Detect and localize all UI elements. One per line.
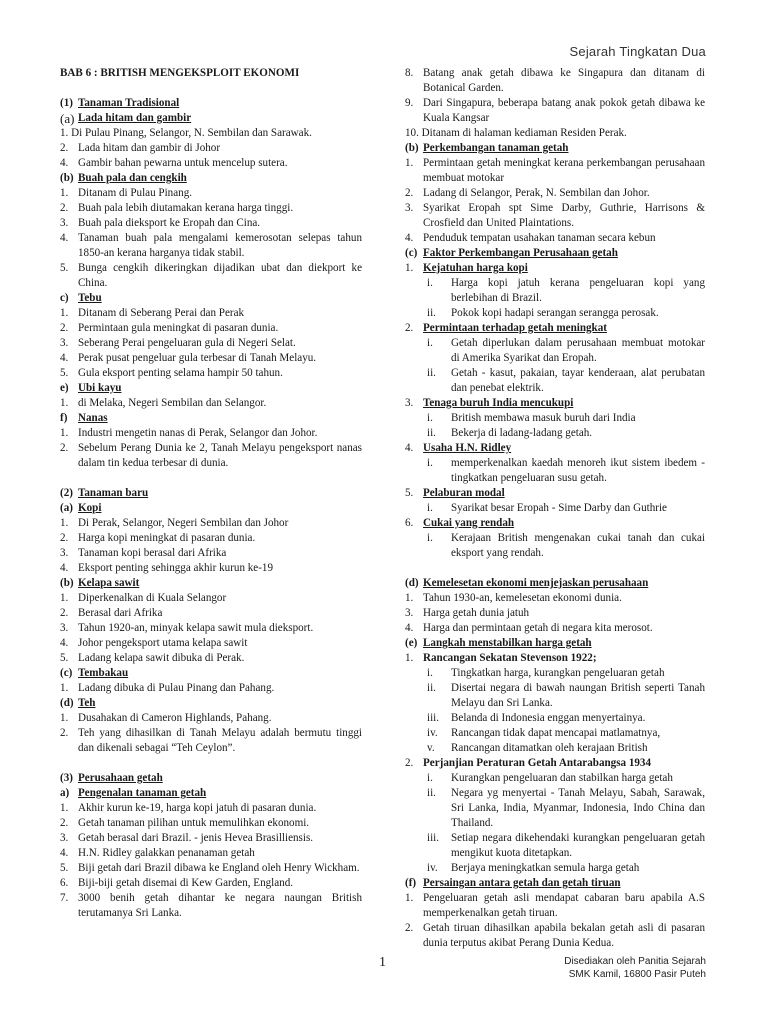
list-marker: 8. (405, 67, 414, 79)
line-text: Harga kopi jatuh kerana pengeluaran kopi yang berlebihan di Brazil. (451, 277, 705, 304)
text-line (405, 486, 705, 501)
line-text: Perjanjian Peraturan Getah Antarabangsa 1934 (423, 757, 652, 769)
line-text: Penduduk tempatan usahakan tanaman secara kebun (423, 232, 656, 244)
list-marker: 1. (60, 802, 69, 814)
text-line (60, 546, 362, 561)
text-line (60, 666, 362, 681)
text-line (60, 876, 362, 891)
list-marker: (b) (60, 172, 74, 184)
line-text: Gula eksport penting selama hampir 50 tahun. (78, 367, 283, 379)
list-marker: iii. (427, 832, 440, 844)
list-marker: (b) (405, 142, 419, 154)
list-marker: 2. (60, 607, 69, 619)
list-marker: 5. (60, 652, 69, 664)
text-line (60, 801, 362, 816)
line-text: Perkembangan tanaman getah (423, 142, 569, 154)
line-text: Diperkenalkan di Kuala Selangor (78, 592, 227, 604)
list-marker: 6. (60, 877, 69, 889)
line-text: Harga dan permintaan getah di negara kita merosot. (423, 622, 653, 634)
text-line (60, 696, 362, 711)
list-marker: 5. (60, 862, 69, 874)
line-text: Harga getah dunia jatuh (423, 607, 530, 619)
line-text: 3000 benih getah dihantar ke negara naungan British terutamanya Sri Lanka. (78, 892, 362, 919)
text-line (60, 426, 362, 441)
line-text: H.N. Ridley galakkan penanaman getah (78, 847, 255, 859)
list-marker: (a) (60, 502, 73, 514)
list-marker: 4. (60, 232, 69, 244)
line-text: Syarikat Eropah spt Sime Darby, Guthrie, Harrisons & Crosfield dan United Plaintations. (423, 202, 705, 229)
line-text: Ladang kelapa sawit dibuka di Perak. (78, 652, 245, 664)
list-marker: 7. (60, 892, 69, 904)
line-text: Setiap negara dikehendaki kurangkan pengeluaran getah mengikut kuota ditetapkan. (451, 832, 705, 859)
line-text: Lada hitam dan gambir di Johor (78, 142, 221, 154)
line-text: Rancangan tidak dapat mencapai matlamatnya, (451, 727, 661, 739)
list-marker: 1. (405, 262, 414, 274)
line-text: Biji-biji getah disemai di Kew Garden, England. (78, 877, 294, 889)
line-text: Usaha H.N. Ridley (423, 442, 512, 454)
line-text: Langkah menstabilkan harga getah (423, 637, 592, 649)
line-text: Syarikat besar Eropah - Sime Darby dan Guthrie (451, 502, 667, 514)
line-text: Tembakau (78, 667, 129, 679)
line-text: Biji getah dari Brazil dibawa ke England oleh Henry Wickham. (78, 862, 360, 874)
list-marker: (a) (60, 111, 75, 126)
line-text: Tahun 1930-an, kemelesetan ekonomi dunia. (423, 592, 622, 604)
text-line (405, 141, 705, 156)
text-line (60, 306, 362, 321)
list-marker: iv. (427, 862, 438, 874)
text-line (405, 621, 705, 636)
line-text: Tingkatkan harga, kurangkan pengeluaran getah (451, 667, 665, 679)
list-marker: 1. (60, 307, 69, 319)
text-line (60, 111, 362, 126)
text-line (60, 636, 362, 651)
text-line (60, 411, 362, 426)
list-marker: i. (427, 457, 433, 469)
list-marker: i. (427, 277, 433, 289)
list-marker: f) (60, 412, 68, 424)
text-line (405, 681, 705, 711)
line-text: Johor pengeksport utama kelapa sawit (78, 637, 248, 649)
line-text: Getah diperlukan dalam perusahaan membuat motokar di Amerika Syarikat dan Eropah. (451, 337, 705, 364)
text-line (405, 201, 705, 231)
text-line (60, 576, 362, 591)
text-line (60, 141, 362, 156)
line-text: Permintaan terhadap getah meningkat (423, 322, 607, 334)
line-text: British membawa masuk buruh dari India (451, 412, 636, 424)
line-text: Getah berasal dari Brazil. - jenis Hevea Brasilliensis. (78, 832, 314, 844)
list-marker: 1. (60, 712, 69, 724)
text-line (60, 621, 362, 636)
line-text: Seberang Perai pengeluaran gula di Negeri Selat. (78, 337, 296, 349)
line-text: Tebu (78, 292, 102, 304)
page-number: 1 (379, 955, 386, 970)
list-marker: 4. (60, 562, 69, 574)
line-text: Nanas (78, 412, 108, 424)
list-marker: (d) (405, 577, 419, 589)
text-line (60, 126, 362, 141)
list-marker: e) (60, 382, 69, 394)
list-marker: 4. (60, 352, 69, 364)
text-line (405, 651, 705, 666)
line-text: memperkenalkan kaedah menoreh ikut sistem ibedem - tingkatkan pengeluaran susu getah. (451, 457, 705, 484)
list-marker: 3. (60, 337, 69, 349)
list-marker: 2. (60, 532, 69, 544)
line-text: Kopi (78, 502, 102, 514)
list-marker: ii. (427, 427, 436, 439)
list-marker: 3. (405, 397, 414, 409)
line-text: Kurangkan pengeluaran dan stabilkan harga getah (451, 772, 673, 784)
line-text: Cukai yang rendah (423, 517, 515, 529)
text-line (405, 396, 705, 411)
line-text: Kelapa sawit (78, 577, 140, 589)
text-line (60, 366, 362, 381)
list-marker: 5. (405, 487, 414, 499)
line-text: Getah tanaman pilihan untuk memulihkan ekonomi. (78, 817, 310, 829)
text-line (60, 726, 362, 756)
list-marker: 2. (60, 142, 69, 154)
text-line (405, 666, 705, 681)
list-marker: i. (427, 772, 433, 784)
list-marker: 1. (60, 517, 69, 529)
line-text: Belanda di Indonesia enggan menyertainya. (451, 712, 646, 724)
text-line (60, 606, 362, 621)
text-line (405, 366, 705, 396)
line-text: Kemelesetan ekonomi menjejaskan perusahaan (423, 577, 649, 589)
text-line (60, 156, 362, 171)
text-line (60, 561, 362, 576)
list-marker: 1. (60, 187, 69, 199)
text-line (60, 711, 362, 726)
left-column (60, 66, 362, 921)
list-marker: 2. (405, 187, 414, 199)
list-marker: 2. (405, 322, 414, 334)
text-line (405, 921, 705, 951)
footer-line-1: Disediakan oleh Panitia Sejarah (564, 956, 706, 967)
list-marker: 2. (60, 817, 69, 829)
text-line (405, 321, 705, 336)
line-text: Pengeluaran getah asli mendapat cabaran baru apabila A.S memperkenalkan getah tiruan. (423, 892, 705, 919)
line-text: Teh (78, 697, 96, 709)
line-text: BAB 6 : BRITISH MENGEKSPLOIT EKONOMI (60, 67, 300, 79)
list-marker: i. (427, 667, 433, 679)
line-text: Di Perak, Selangor, Negeri Sembilan dan Johor (78, 517, 289, 529)
text-line (405, 741, 705, 756)
list-marker: 1. (405, 892, 414, 904)
line-text: Sebelum Perang Dunia ke 2, Tanah Melayu pengeksport nanas dalam tin kedua terbesar di dunia. (78, 442, 362, 469)
list-marker: 4. (405, 622, 414, 634)
line-text: 10. Ditanam di halaman kediaman Residen Perak. (405, 127, 627, 139)
list-marker: ii. (427, 682, 436, 694)
text-line (405, 771, 705, 786)
blank-line (60, 471, 362, 486)
list-marker: (b) (60, 577, 74, 589)
list-marker: 5. (60, 367, 69, 379)
text-line (60, 336, 362, 351)
blank-line (405, 561, 705, 576)
line-text: Dusahakan di Cameron Highlands, Pahang. (78, 712, 272, 724)
text-line (60, 861, 362, 876)
list-marker: 1. (60, 427, 69, 439)
list-marker: (f) (405, 877, 417, 889)
list-marker: i. (427, 412, 433, 424)
text-line (60, 816, 362, 831)
list-marker: ii. (427, 307, 436, 319)
list-marker: 3. (405, 202, 414, 214)
right-column (405, 66, 705, 951)
text-line (405, 606, 705, 621)
list-marker: 9. (405, 97, 414, 109)
list-marker: ii. (427, 787, 436, 799)
line-text: Pokok kopi hadapi serangan serangga perosak. (451, 307, 659, 319)
text-line (60, 186, 362, 201)
line-text: Persaingan antara getah dan getah tiruan (423, 877, 621, 889)
text-line (405, 831, 705, 861)
list-marker: 2. (60, 322, 69, 334)
text-line (405, 726, 705, 741)
list-marker: i. (427, 532, 433, 544)
text-line (60, 681, 362, 696)
line-text: Kerajaan British mengenakan cukai tanah dan cukai eksport yang rendah. (451, 532, 705, 559)
page-footer (564, 955, 706, 981)
list-marker: 3. (60, 832, 69, 844)
blank-line (60, 81, 362, 96)
list-marker: 4. (405, 442, 414, 454)
line-text: Batang anak getah dibawa ke Singapura dan ditanam di Botanical Garden. (423, 67, 705, 94)
line-text: Disertai negara di bawah naungan British seperti Tanah Melayu dan Sri Lanka. (451, 682, 705, 709)
line-text: Tahun 1920-an, minyak kelapa sawit mula dieksport. (78, 622, 314, 634)
line-text: Permintaan gula meningkat di pasaran dunia. (78, 322, 279, 334)
text-line (405, 636, 705, 651)
text-line (405, 426, 705, 441)
text-line (405, 591, 705, 606)
line-text: Buah pala lebih diutamakan kerana harga tinggi. (78, 202, 294, 214)
line-text: Teh yang dihasilkan di Tanah Melayu adalah bermutu tinggi dan dikenali sebagai “Teh Ceylon”. (78, 727, 362, 754)
text-line (405, 246, 705, 261)
line-text: Negara yg menyertai - Tanah Melayu, Sabah, Sarawak, Sri Lanka, India, Myanmar, Indonesia, Indo China dan Thailand. (451, 787, 705, 829)
list-marker: 1. (60, 397, 69, 409)
list-marker: a) (60, 787, 70, 799)
line-text: Industri mengetin nanas di Perak, Selangor dan Johor. (78, 427, 318, 439)
line-text: Tanaman baru (78, 487, 149, 499)
line-text: Akhir kurun ke-19, harga kopi jatuh di pasaran dunia. (78, 802, 317, 814)
list-marker: 2. (60, 202, 69, 214)
text-line (405, 231, 705, 246)
line-text: 1. Di Pulau Pinang, Selangor, N. Sembilan dan Sarawak. (60, 127, 312, 139)
text-line (405, 576, 705, 591)
line-text: Lada hitam dan gambir (78, 112, 192, 124)
text-line (60, 516, 362, 531)
text-line (405, 786, 705, 831)
line-text: Bekerja di ladang-ladang getah. (451, 427, 593, 439)
text-line (60, 66, 362, 81)
list-marker: 2. (60, 727, 69, 739)
text-line (405, 441, 705, 456)
line-text: Tanaman buah pala mengalami kemerosotan selepas tahun 1850-an kerana harganya tidak stabil. (78, 232, 362, 259)
text-line (405, 891, 705, 921)
text-line (60, 396, 362, 411)
text-line (60, 786, 362, 801)
text-line (405, 861, 705, 876)
line-text: Pelaburan modal (423, 487, 505, 499)
text-line (60, 231, 362, 261)
line-text: Gambir bahan pewarna untuk mencelup sutera. (78, 157, 288, 169)
line-text: Ladang dibuka di Pulau Pinang dan Pahang. (78, 682, 275, 694)
page-header: Sejarah Tingkatan Dua (569, 44, 706, 59)
list-marker: 1. (60, 682, 69, 694)
list-marker: c) (60, 292, 69, 304)
line-text: Tanaman Tradisional (78, 97, 180, 109)
line-text: Perusahaan getah (78, 772, 163, 784)
text-line (405, 306, 705, 321)
text-line (405, 276, 705, 306)
line-text: Ditanam di Pulau Pinang. (78, 187, 193, 199)
text-line (60, 891, 362, 921)
line-text: Berjaya meningkatkan semula harga getah (451, 862, 640, 874)
text-line (405, 501, 705, 516)
line-text: Harga kopi meningkat di pasaran dunia. (78, 532, 256, 544)
text-line (60, 351, 362, 366)
text-line (405, 711, 705, 726)
list-marker: 3. (60, 217, 69, 229)
list-marker: 2. (405, 757, 414, 769)
list-marker: 4. (405, 232, 414, 244)
list-marker: 6. (405, 517, 414, 529)
text-line (405, 96, 705, 126)
text-line (60, 261, 362, 291)
text-line (60, 441, 362, 471)
text-line (405, 876, 705, 891)
text-line (405, 261, 705, 276)
list-marker: 5. (60, 262, 69, 274)
line-text: Faktor Perkembangan Perusahaan getah (423, 247, 618, 259)
text-line (405, 66, 705, 96)
list-marker: i. (427, 502, 433, 514)
text-line (405, 756, 705, 771)
list-marker: i. (427, 337, 433, 349)
list-marker: 2. (405, 922, 414, 934)
text-line (60, 291, 362, 306)
line-text: Buah pala dieksport ke Eropah dan Cina. (78, 217, 261, 229)
line-text: Tenaga buruh India mencukupi (423, 397, 574, 409)
text-line (405, 126, 705, 141)
line-text: Bunga cengkih dikeringkan dijadikan ubat dan diekport ke China. (78, 262, 362, 289)
text-line (60, 831, 362, 846)
text-line (405, 411, 705, 426)
line-text: Dari Singapura, beberapa batang anak pokok getah dibawa ke Kuala Kangsar (423, 97, 705, 124)
line-text: Getah tiruan dihasilkan apabila bekalan getah asli di pasaran dunia terputus akibat Perang Dunia Kedua. (423, 922, 705, 949)
line-text: Permintaan getah meningkat kerana perkembangan perusahaan membuat motokar (423, 157, 705, 184)
list-marker: 1. (405, 652, 414, 664)
list-marker: 1. (60, 592, 69, 604)
text-line (60, 486, 362, 501)
text-line (405, 531, 705, 561)
line-text: Rancangan ditamatkan oleh kerajaan British (451, 742, 648, 754)
list-marker: (d) (60, 697, 74, 709)
line-text: Ubi kayu (78, 382, 122, 394)
line-text: Berasal dari Afrika (78, 607, 163, 619)
text-line (60, 771, 362, 786)
text-line (405, 186, 705, 201)
list-marker: 4. (60, 157, 69, 169)
line-text: Perak pusat pengeluar gula terbesar di Tanah Melayu. (78, 352, 317, 364)
list-marker: (e) (405, 637, 418, 649)
line-text: Kejatuhan harga kopi (423, 262, 528, 274)
text-line (405, 156, 705, 186)
text-line (405, 456, 705, 486)
text-line (60, 381, 362, 396)
line-text: Ditanam di Seberang Perai dan Perak (78, 307, 245, 319)
list-marker: iii. (427, 712, 440, 724)
line-text: Tanaman kopi berasal dari Afrika (78, 547, 227, 559)
list-marker: 1. (405, 157, 414, 169)
list-marker: (3) (60, 772, 73, 784)
text-line (60, 96, 362, 111)
line-text: Rancangan Sekatan Stevenson 1922; (423, 652, 597, 664)
line-text: Ladang di Selangor, Perak, N. Sembilan dan Johor. (423, 187, 650, 199)
list-marker: 4. (60, 637, 69, 649)
list-marker: 4. (60, 847, 69, 859)
text-line (60, 531, 362, 546)
list-marker: (c) (405, 247, 418, 259)
list-marker: 1. (405, 592, 414, 604)
text-line (405, 336, 705, 366)
text-line (60, 216, 362, 231)
text-line (60, 846, 362, 861)
line-text: Getah - kasut, pakaian, tayar kenderaan, alat perubatan dan penebat elektrik. (451, 367, 705, 394)
text-line (60, 321, 362, 336)
text-line (60, 591, 362, 606)
line-text: Pengenalan tanaman getah (78, 787, 207, 799)
list-marker: v. (427, 742, 435, 754)
list-marker: (2) (60, 487, 73, 499)
line-text: Buah pala dan cengkih (78, 172, 187, 184)
footer-line-2: SMK Kamil, 16800 Pasir Puteh (568, 969, 706, 980)
list-marker: 3. (60, 622, 69, 634)
blank-line (60, 756, 362, 771)
list-marker: 3. (405, 607, 414, 619)
line-text: Eksport penting sehingga akhir kurun ke-19 (78, 562, 274, 574)
text-line (60, 501, 362, 516)
list-marker: ii. (427, 367, 436, 379)
list-marker: (c) (60, 667, 73, 679)
text-line (60, 201, 362, 216)
text-line (60, 651, 362, 666)
text-line (405, 516, 705, 531)
line-text: di Melaka, Negeri Sembilan dan Selangor. (78, 397, 267, 409)
list-marker: 3. (60, 547, 69, 559)
list-marker: iv. (427, 727, 438, 739)
text-line (60, 171, 362, 186)
list-marker: 2. (60, 442, 69, 454)
list-marker: (1) (60, 97, 73, 109)
